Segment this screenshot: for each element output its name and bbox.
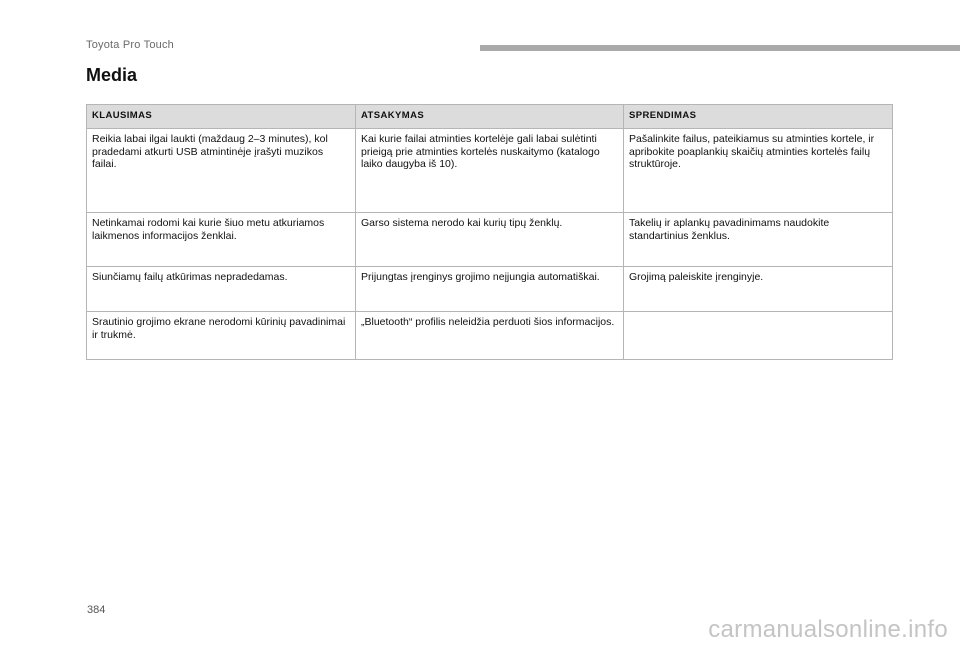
table-header-row — [87, 105, 893, 129]
watermark: carmanualsonline.info — [708, 616, 948, 643]
solution-cell: Pašalinkite failus, pateikiamus su atminties kortele, ir apribokite poaplankių skaičių atminties kortelės failų struktūroje. — [624, 129, 893, 213]
question-cell: Netinkamai rodomi kai kurie šiuo metu atkuriamos laikmenos informacijos ženklai. — [87, 213, 356, 267]
question-cell: Srautinio grojimo ekrane nerodomi kūrinių pavadinimai ir trukmė. — [87, 312, 356, 360]
table-row — [87, 312, 893, 360]
question-cell: Siunčiamų failų atkūrimas nepradedamas. — [87, 267, 356, 312]
answer-cell: „Bluetooth“ profilis neleidžia perduoti šios informacijos. — [356, 312, 624, 360]
solution-cell — [624, 312, 893, 360]
section-title: Media — [86, 65, 138, 85]
troubleshooting-table — [86, 104, 893, 360]
solution-cell: Grojimą paleiskite įrenginyje. — [624, 267, 893, 312]
table-row — [87, 267, 893, 312]
page-number: 384 — [87, 604, 106, 616]
column-header-question: KLAUSIMAS — [87, 105, 356, 129]
column-header-solution: SPRENDIMAS — [624, 105, 893, 129]
manual-title: Toyota Pro Touch — [86, 39, 174, 51]
question-cell: Reikia labai ilgai laukti (maždaug 2–3 minutes), kol pradedami atkurti USB atmintinėje įrašyti muzikos failai. — [87, 129, 356, 213]
header-divider-bar — [480, 45, 960, 51]
table-row — [87, 213, 893, 267]
table-row — [87, 129, 893, 213]
answer-cell: Garso sistema nerodo kai kurių tipų ženklų. — [356, 213, 624, 267]
solution-cell: Takelių ir aplankų pavadinimams naudokite standartinius ženklus. — [624, 213, 893, 267]
column-header-answer: ATSAKYMAS — [356, 105, 624, 129]
answer-cell: Prijungtas įrenginys grojimo neįjungia automatiškai. — [356, 267, 624, 312]
answer-cell: Kai kurie failai atminties kortelėje gali labai sulėtinti prieigą prie atminties kortelės nuskaitymo (katalogo laiko daugyba iš 10). — [356, 129, 624, 213]
